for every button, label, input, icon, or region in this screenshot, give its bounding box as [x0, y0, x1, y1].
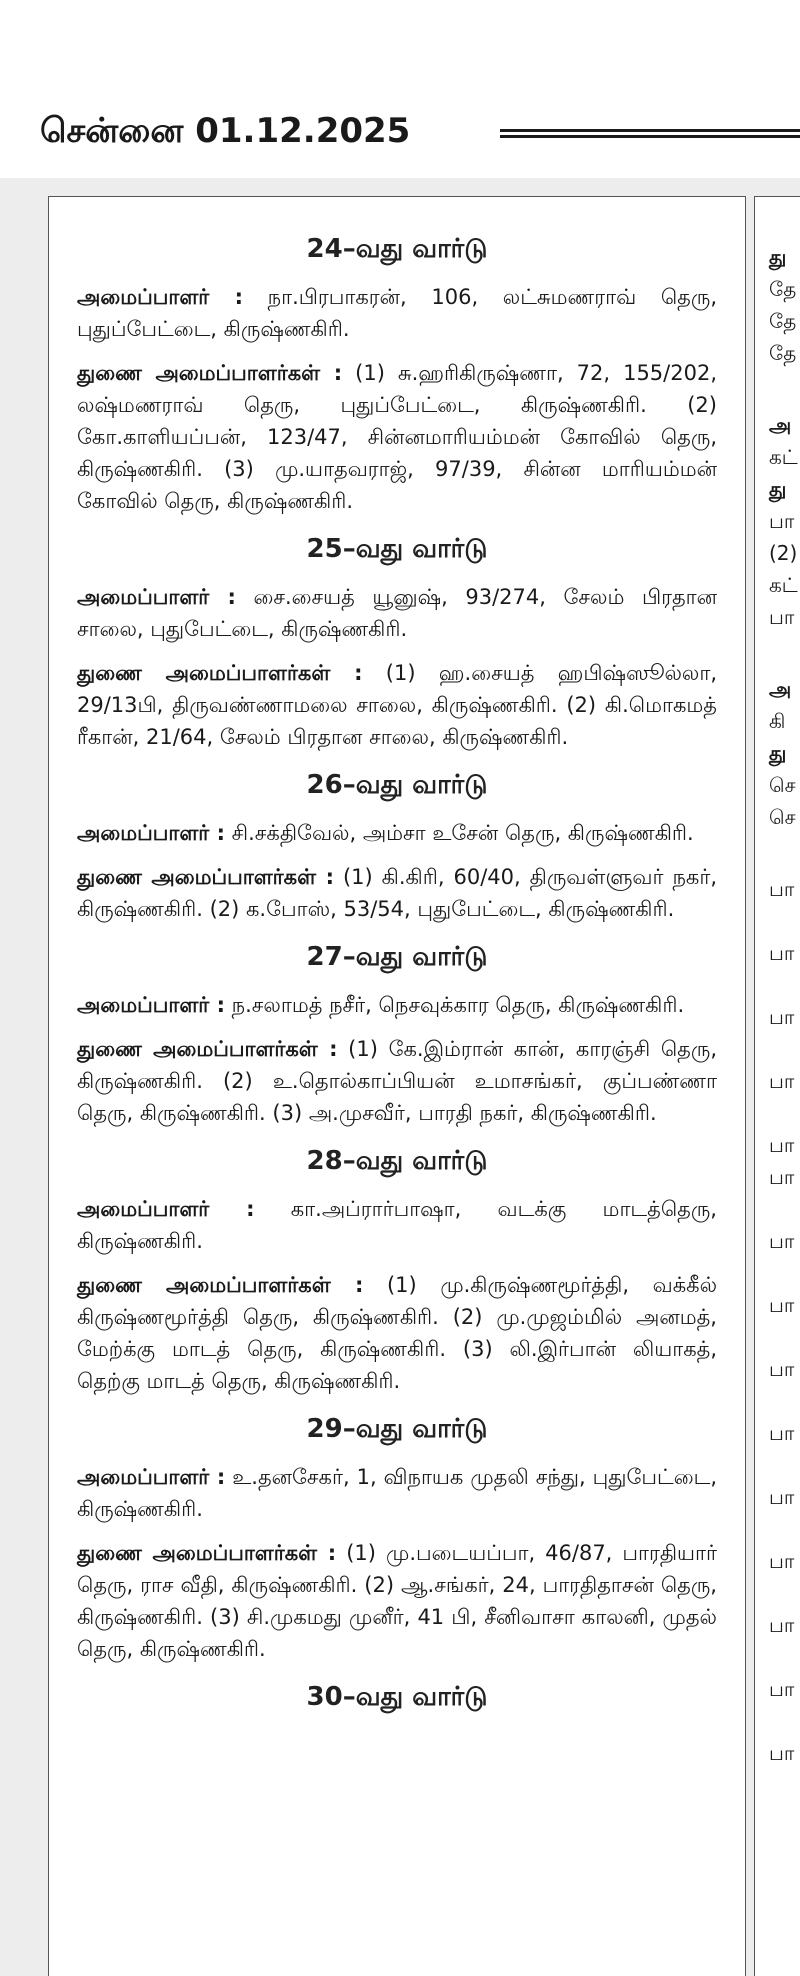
organizer-paragraph — [77, 817, 717, 849]
spacer — [769, 969, 800, 1001]
clipped-text-fragment: செ — [769, 773, 796, 797]
deputies-label: துணை அமைப்பாளர்கள் : — [77, 661, 363, 685]
spacer — [769, 1705, 800, 1737]
organizer-label: அமைப்பாளர் : — [77, 1465, 226, 1489]
organizer-text: உ.தனசேகர், 1, விநாயக முதலி சந்து, புதுபேட்டை, கிருஷ்ணகிரி. — [77, 1465, 717, 1521]
page-title: சென்னை 01.12.2025 — [40, 111, 411, 151]
ward-section — [77, 767, 717, 925]
clipped-text-fragment: பா — [769, 1165, 795, 1189]
deputies-paragraph — [77, 657, 717, 753]
organizer-text: சை.சையத் யூனுஷ், 93/274, சேலம் பிரதான சாலை, புதுபேட்டை, கிருஷ்ணகிரி. — [77, 585, 717, 641]
clipped-text-fragment: பா — [769, 877, 795, 901]
organizer-text: ந.சலாமத் நசீர், நெசவுக்கார தெரு, கிருஷ்ணகிரி. — [224, 993, 685, 1017]
deputies-label: துணை அமைப்பாளர்கள் : — [77, 865, 335, 889]
ward-section — [77, 1411, 717, 1665]
spacer — [769, 1385, 800, 1417]
clipped-text-fragment: து — [769, 245, 787, 269]
ward-section — [77, 939, 717, 1129]
spacer — [769, 1513, 800, 1545]
deputies-label: துணை அமைப்பாளர்கள் : — [77, 361, 343, 385]
organizer-label: அமைப்பாளர் : — [77, 1197, 255, 1221]
clipped-text-fragment: பா — [769, 509, 795, 533]
spacer — [769, 1577, 800, 1609]
clipped-text-fragment: து — [769, 741, 787, 765]
clipped-text-fragment: கட் — [769, 445, 798, 469]
organizer-paragraph — [77, 989, 717, 1021]
page-header — [40, 108, 800, 158]
clipped-text-fragment: (2) — [769, 541, 798, 565]
spacer — [769, 1033, 800, 1065]
clipped-text-fragment: பா — [769, 1005, 795, 1029]
deputies-text: (1) கே.இம்ரான் கான், காரஞ்சி தெரு, கிருஷ்ணகிரி. (2) உ.தொல்காப்பியன் உமாசங்கர், குப்பண்ணா தெரு, கிருஷ்ணகிரி. (3) அ.முசவீர், பாரதி நகர், கிருஷ்ணகிரி. — [77, 1037, 717, 1125]
organizer-text: சி.சக்திவேல், அம்சா உசேன் தெரு, கிருஷ்ணகிரி. — [224, 821, 694, 845]
deputies-paragraph — [77, 1537, 717, 1665]
clipped-text-fragment: பா — [769, 1229, 795, 1253]
deputies-paragraph — [77, 1033, 717, 1129]
deputies-paragraph — [77, 861, 717, 925]
ward-title: 26–வது வார்டு — [306, 770, 488, 800]
spacer — [769, 1449, 800, 1481]
main-column — [48, 196, 746, 1976]
spacer — [769, 1097, 800, 1129]
clipped-text-fragment: பா — [769, 1421, 795, 1445]
clipped-text-fragment: பா — [769, 1357, 795, 1381]
ward-section — [77, 531, 717, 753]
spacer — [769, 1257, 800, 1289]
ward-section — [77, 1143, 717, 1397]
deputies-paragraph — [77, 357, 717, 517]
organizer-paragraph — [77, 281, 717, 345]
clipped-text-fragment: அ — [769, 677, 792, 701]
spacer — [769, 905, 800, 937]
ward-title: 27–வது வார்டு — [306, 942, 488, 972]
clipped-text-fragment: பா — [769, 1677, 795, 1701]
deputies-label: துணை அமைப்பாளர்கள் : — [77, 1037, 338, 1061]
clipped-text-fragment: பா — [769, 941, 795, 965]
organizer-paragraph — [77, 1193, 717, 1257]
deputies-paragraph — [77, 1269, 717, 1397]
clipped-text-fragment: பா — [769, 1741, 795, 1765]
organizer-paragraph — [77, 581, 717, 645]
clipped-text-fragment: தே — [769, 341, 797, 365]
organizer-label: அமைப்பாளர் : — [77, 821, 225, 845]
clipped-text-fragment: பா — [769, 605, 795, 629]
clipped-text-fragment: பா — [769, 1485, 795, 1509]
organizer-label: அமைப்பாளர் : — [77, 585, 236, 609]
spacer — [769, 1321, 800, 1353]
header-double-rule — [500, 129, 800, 138]
clipped-text-fragment: தே — [769, 277, 797, 301]
deputies-text: (1) ஹ.சையத் ஹபிஷ்ஸூல்லா, 29/13பி, திருவண்ணாமலை சாலை, கிருஷ்ணகிரி. (2) கி.மொகமத் ரீகான், 21/64, சேலம் பிரதான சாலை, கிருஷ்ணகிரி. — [77, 661, 717, 749]
organizer-text: கா.அப்ரார்பாஷா, வடக்கு மாடத்தெரு, கிருஷ்ணகிரி. — [77, 1197, 717, 1253]
clipped-text-fragment: பா — [769, 1549, 795, 1573]
clipped-text-fragment: து — [769, 477, 787, 501]
ward-section — [77, 1679, 717, 1715]
spacer — [769, 369, 800, 409]
deputies-text: (1) மு.படையப்பா, 46/87, பாரதியார் தெரு, ராச வீதி, கிருஷ்ணகிரி. (2) ஆ.சங்கர், 24, பாரதிதாசன் தெரு, கிருஷ்ணகிரி. (3) சி.முகமது முனீர், 41 பி, சீனிவாசா காலனி, முதல் தெரு, கிருஷ்ணகிரி. — [77, 1541, 717, 1661]
spacer — [769, 1193, 800, 1225]
spacer — [769, 833, 800, 873]
organizer-label: அமைப்பாளர் : — [77, 285, 243, 309]
deputies-label: துணை அமைப்பாளர்கள் : — [77, 1273, 364, 1297]
organizer-text: நா.பிரபாகரன், 106, லட்சுமணராவ் தெரு, புதுப்பேட்டை, கிருஷ்ணகிரி. — [77, 285, 718, 341]
clipped-text-fragment: பா — [769, 1069, 795, 1093]
clipped-text-fragment: பா — [769, 1293, 795, 1317]
deputies-text: (1) மு.கிருஷ்ணமூர்த்தி, வக்கீல் கிருஷ்ணமூர்த்தி தெரு, கிருஷ்ணகிரி. (2) மு.முஜம்மில் அனமத், மேற்க்கு மாடத் தெரு, கிருஷ்ணகிரி. (3) லி.இர்பான் லியாகத், தெற்கு மாடத் தெரு, கிருஷ்ணகிரி. — [77, 1273, 717, 1393]
organizer-label: அமைப்பாளர் : — [77, 993, 225, 1017]
clipped-text-fragment: பா — [769, 1613, 795, 1637]
clipped-text-fragment: செ — [769, 805, 796, 829]
ward-title: 28–வது வார்டு — [306, 1146, 488, 1176]
ward-title: 24–வது வார்டு — [306, 234, 488, 264]
ward-title: 29–வது வார்டு — [306, 1414, 488, 1444]
clipped-text-fragment: கி — [769, 709, 786, 733]
deputies-label: துணை அமைப்பாளர்கள் : — [77, 1541, 337, 1565]
ward-section — [77, 231, 717, 517]
organizer-paragraph — [77, 1461, 717, 1525]
right-column-clipped — [754, 196, 800, 1976]
deputies-text: (1) சு.ஹரிகிருஷ்ணா, 72, 155/202, லஷ்மணராவ் தெரு, புதுப்பேட்டை, கிருஷ்ணகிரி. (2) கோ.காளியப்பன், 123/47, சின்னமாரியம்மன் கோவில் தெரு, கிருஷ்ணகிரி. (3) மு.யாதவராஜ், 97/39, சின்ன மாரியம்மன் கோவில் தெரு, கிருஷ்ணகிரி. — [77, 361, 717, 513]
clipped-text-fragment: பா — [769, 1133, 795, 1157]
header-rule-line — [500, 129, 800, 132]
header-rule-line — [500, 135, 800, 138]
ward-title: 25–வது வார்டு — [306, 534, 488, 564]
spacer — [769, 1641, 800, 1673]
clipped-text-fragment: அ — [769, 413, 792, 437]
spacer — [769, 633, 800, 673]
deputies-text: (1) கி.கிரி, 60/40, திருவள்ளுவர் நகர், கிருஷ்ணகிரி. (2) க.போஸ், 53/54, புதுபேட்டை, கிருஷ்ணகிரி. — [77, 865, 717, 921]
clipped-text-fragment: தே — [769, 309, 797, 333]
clipped-text-fragment: கட் — [769, 573, 798, 597]
ward-title: 30–வது வார்டு — [306, 1682, 488, 1712]
